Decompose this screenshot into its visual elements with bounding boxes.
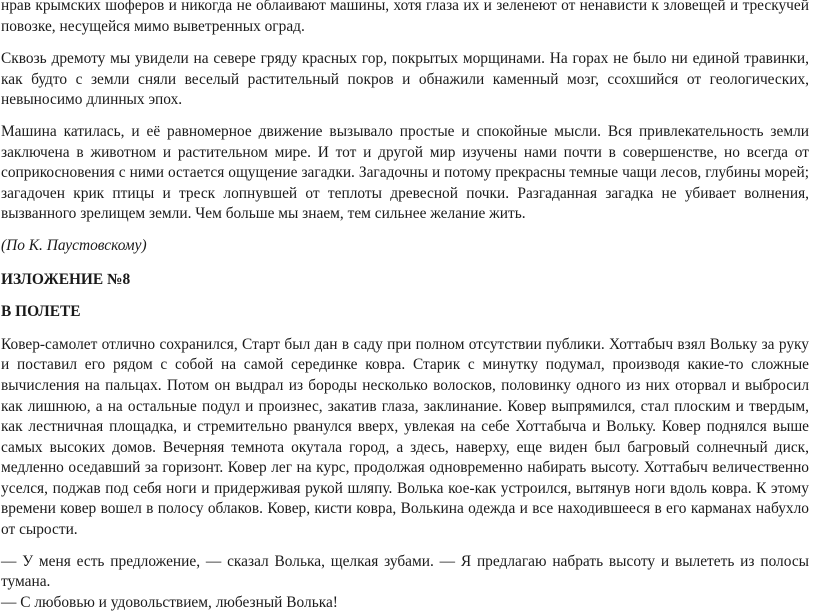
story-paragraph: Ковер-самолет отлично сохранился, Старт был дан в саду при полном отсутствии публики. Хоттабыч взял Вольку за руку и поставил его рядом с собой на самой серединке ковра. Старик с минутку подумал, производя какие-то сложные вычисления на пальцах. Потом он выдрал из бороды несколько волосков, половинку одного из них оторвал и выбросил как лишнюю, а на остальные подул и произнес, закатив глаза, заклинание. Ковер выпрямился, стал плоским и твердым, как лестничная площадка, и стремительно рванулся вверх, увлекая на себе Хоттабыча и Вольку. Ковер поднялся выше самых высоких домов. Вечерняя темнота окутала город, а здесь, наверху, еще виден был багровый солнечный диск, медленно оседавший за горизонт. Ковер лег на курс, продолжая одновременно набирать высоту. Хоттабыч величественно уселся, поджав под себя ноги и придерживая рукой шляпу. Волька кое-как устроился, вытянув ноги вдоль ковра. К этому времени ковер вошел в полосу облаков. Ковер, кисти ковра, Волькина одежда и все находившееся в его карманах набухло от сырости.: [1, 335, 809, 539]
dialogue-line: — С любовью и удовольствием, любезный Волька!: [1, 593, 338, 611]
story-title: В ПОЛЕТЕ: [1, 303, 81, 321]
author-attribution: (По К. Паустовскому): [1, 236, 147, 254]
text-paragraph: нрав крымских шоферов и никогда не облаивают машины, хотя глаза их и зеленеют от ненависти к зловещей и трескучей повозке, несущейся мимо выветренных оград.: [1, 0, 809, 35]
section-title: ИЗЛОЖЕНИЕ №8: [1, 270, 131, 288]
text-paragraph: Сквозь дремоту мы увидели на севере гряду красных гор, покрытых морщинами. На горах не было ни единой травинки, как будто с земли сняли веселый растительный покров и обнажили каменный мозг, ссохшийся от геологических, невыносимо длинных эпох.: [1, 50, 809, 109]
dialogue-block: [1, 552, 809, 613]
dialogue-line: — У меня есть предложение, — сказал Волька, щелкая зубами. — Я предлагаю набрать высоту и вылететь из полосы тумана.: [1, 552, 809, 591]
text-paragraph: Машина катилась, и её равномерное движение вызывало простые и спокойные мысли. Вся привлекательность земли заключена в животном и растительном мире. И тот и другой мир изучены нами почти в совершенстве, но всегда от соприкосновения с ними остается ощущение загадки. Загадочны и потому прекрасны темные чащи лесов, глубины морей; загадочен крик птицы и треск лопнувшей от теплоты древесной почки. Разгаданная загадка не убивает волнения, вызванного зрелищем земли. Чем больше мы знаем, тем сильнее желание жить.: [1, 122, 809, 223]
